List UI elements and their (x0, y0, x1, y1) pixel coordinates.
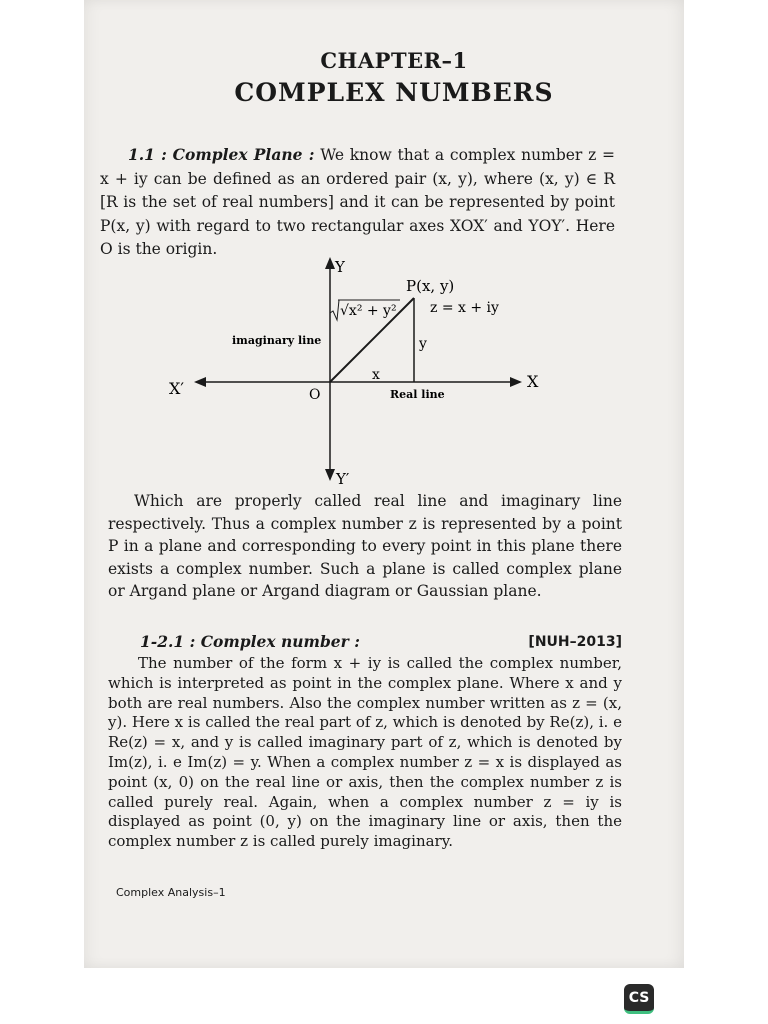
real-line-label: Real line (390, 388, 445, 401)
section-1-1-heading: Complex Plane : (172, 145, 315, 164)
y-prime-arrow-icon (325, 469, 335, 481)
x-prime-axis-label: X′ (169, 379, 185, 398)
x-axis-label: X (527, 372, 539, 391)
section-1-2-1-number: 1-2.1 : (140, 632, 196, 651)
section-1-2-1-text: The number of the form x + iy is called the complex number, which is interpreted as point in the complex plane. Where x and y both are real numbers. Also the complex number written as z = (x, y). Here x is called the real part of z, which is denoted by Re(z), i. e Re(z) = x, and y is called imaginary part of z, which is denoted by Im(z), i. e Im(z) = y. When a complex number z = x is displayed as point (x, 0) on the real line or axis, then the complex number z is called purely real. Again, when a complex number z = iy is displayed as point (0, y) on the imaginary line or axis, then the complex number z is called purely imaginary. (108, 654, 622, 851)
y-prime-axis-label: Y′ (336, 470, 350, 488)
section-1-2-1 (108, 630, 622, 852)
imaginary-line-label: imaginary line (232, 334, 322, 347)
y-arrow-icon (325, 257, 335, 269)
equation-label: z = x + iy (430, 300, 499, 316)
section-1-1 (100, 143, 615, 262)
chapter-label: CHAPTER–1 (320, 48, 468, 73)
section-1-1-number: 1.1 : (128, 145, 167, 164)
point-label: P(x, y) (406, 277, 455, 295)
section-1-2-1-heading: Complex number : (200, 632, 360, 651)
camscanner-logo-icon: CS (624, 984, 654, 1014)
radical-sign-icon (330, 300, 339, 320)
chapter-title: COMPLEX NUMBERS (234, 78, 554, 107)
paragraph-2: Which are properly called real line and imaginary line respectively. Thus a complex number z is represented by a point P in a plane and corresponding to every point in this plane there exists a complex number. Such a plane is called complex plane or Argand plane or Argand diagram or Gaussian plane. (108, 492, 622, 600)
y-segment-label: y (419, 336, 427, 352)
x-segment-label: x (372, 367, 380, 383)
modulus-label: √x² + y² (340, 303, 397, 319)
footer-label: Complex Analysis–1 (116, 886, 226, 899)
x-arrow-icon (510, 377, 522, 387)
exam-reference: [NUH–2013] (528, 634, 622, 650)
complex-plane-figure (160, 255, 560, 495)
section-1-1-text: We know that a complex number z = x + iy can be defined as an ordered pair (x, y), where (x, y) ∈ R [R is the set of real numbers] and it can be represented by point P(x, y) with regard to two rectangular axes XOX′ and YOY′. Here O is the origin. (100, 146, 615, 258)
y-axis-label: Y (335, 258, 345, 276)
origin-label: O (309, 387, 321, 403)
x-prime-arrow-icon (194, 377, 206, 387)
